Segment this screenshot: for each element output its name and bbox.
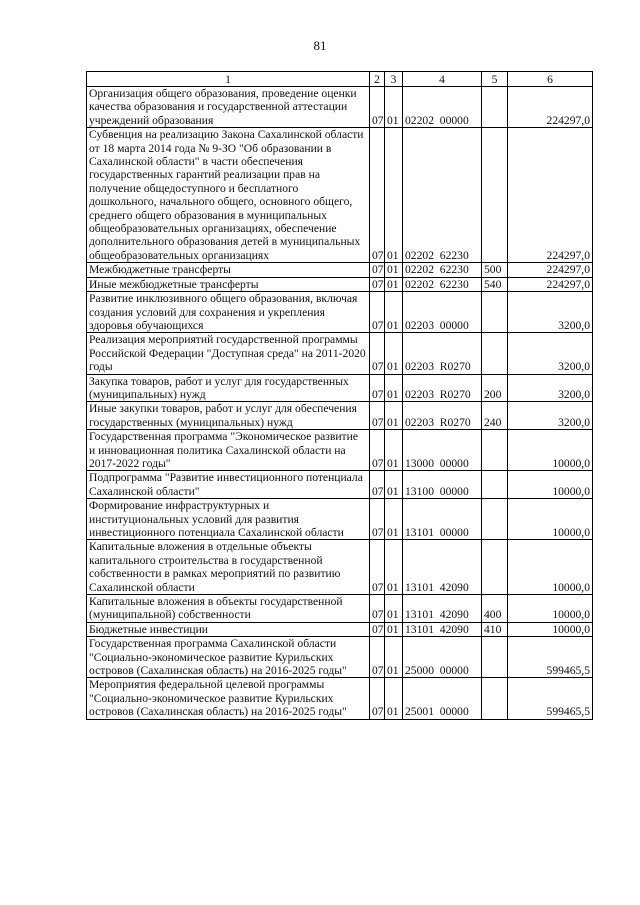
amount: 224297,0: [508, 128, 593, 263]
expense-type-code: 410: [482, 622, 508, 636]
target-article-code: 02203 R0270: [403, 333, 482, 374]
item-name: Субвенция на реализацию Закона Сахалинской области от 18 марта 2014 года № 9-ЗО "Об образовании в Сахалинской области" в части обеспечения государственных гарантий реализации прав на получение общедоступного и бесплатного дошкольного, начального общего, основного общего, среднего общего образования в муниципальных общеобразовательных организациях, обеспечение дополнительного образования детей в муниципальных общеобразовательных организациях: [87, 128, 370, 263]
subsection-code: 01: [385, 292, 403, 333]
column-header: 5: [482, 72, 508, 87]
table-row: [87, 128, 593, 263]
subsection-code: 01: [385, 402, 403, 430]
target-article-code: 02202 62230: [403, 263, 482, 277]
section-code: 07: [370, 595, 385, 623]
section-code: 07: [370, 471, 385, 499]
budget-table: [86, 71, 593, 720]
amount: 10000,0: [508, 471, 593, 499]
table-row: [87, 277, 593, 291]
subsection-code: 01: [385, 374, 403, 402]
table-row: [87, 499, 593, 540]
column-header: 2: [370, 72, 385, 87]
subsection-code: 01: [385, 499, 403, 540]
section-code: 07: [370, 374, 385, 402]
table-row: [87, 402, 593, 430]
header-row: [87, 72, 593, 87]
expense-type-code: [482, 499, 508, 540]
expense-type-code: 200: [482, 374, 508, 402]
table-row: [87, 430, 593, 471]
section-code: 07: [370, 128, 385, 263]
section-code: 07: [370, 277, 385, 291]
target-article-code: 13000 00000: [403, 430, 482, 471]
amount: 3200,0: [508, 374, 593, 402]
expense-type-code: [482, 540, 508, 595]
amount: 599465,5: [508, 637, 593, 678]
table-body: [87, 87, 593, 720]
table-row: [87, 595, 593, 623]
section-code: 07: [370, 292, 385, 333]
subsection-code: 01: [385, 540, 403, 595]
section-code: 07: [370, 540, 385, 595]
target-article-code: 02202 00000: [403, 87, 482, 128]
table-row: [87, 87, 593, 128]
subsection-code: 01: [385, 637, 403, 678]
table-row: [87, 374, 593, 402]
amount: 224297,0: [508, 263, 593, 277]
item-name: Мероприятия федеральной целевой программы "Социально-экономическое развитие Курильских островов (Сахалинская область) на 2016-2025 годы": [87, 678, 370, 719]
expense-type-code: 500: [482, 263, 508, 277]
target-article-code: 02203 R0270: [403, 402, 482, 430]
section-code: 07: [370, 87, 385, 128]
column-header: 6: [508, 72, 593, 87]
expense-type-code: [482, 333, 508, 374]
expense-type-code: [482, 678, 508, 719]
table-row: [87, 333, 593, 374]
section-code: 07: [370, 333, 385, 374]
item-name: Закупка товаров, работ и услуг для государственных (муниципальных) нужд: [87, 374, 370, 402]
expense-type-code: [482, 430, 508, 471]
subsection-code: 01: [385, 595, 403, 623]
amount: 10000,0: [508, 622, 593, 636]
item-name: Государственная программа "Экономическое развитие и инновационная политика Сахалинской области на 2017-2022 годы": [87, 430, 370, 471]
expense-type-code: 540: [482, 277, 508, 291]
amount: 10000,0: [508, 499, 593, 540]
expense-type-code: [482, 471, 508, 499]
target-article-code: 13101 42090: [403, 595, 482, 623]
subsection-code: 01: [385, 678, 403, 719]
target-article-code: 02202 62230: [403, 128, 482, 263]
target-article-code: 02203 R0270: [403, 374, 482, 402]
amount: 3200,0: [508, 333, 593, 374]
amount: 10000,0: [508, 430, 593, 471]
item-name: Бюджетные инвестиции: [87, 622, 370, 636]
page-number: 81: [313, 38, 327, 53]
amount: 3200,0: [508, 402, 593, 430]
item-name: Капитальные вложения в объекты государственной (муниципальной) собственности: [87, 595, 370, 623]
expense-type-code: [482, 292, 508, 333]
target-article-code: 13101 42090: [403, 540, 482, 595]
section-code: 07: [370, 402, 385, 430]
column-header: 1: [87, 72, 370, 87]
target-article-code: 13101 00000: [403, 499, 482, 540]
target-article-code: 02202 62230: [403, 277, 482, 291]
expense-type-code: [482, 87, 508, 128]
item-name: Реализация мероприятий государственной программы Российской Федерации "Доступная среда" на 2011-2020 годы: [87, 333, 370, 374]
section-code: 07: [370, 430, 385, 471]
item-name: Государственная программа Сахалинской области "Социально-экономическое развитие Курильских островов (Сахалинская область) на 2016-2025 годы": [87, 637, 370, 678]
item-name: Межбюджетные трансферты: [87, 263, 370, 277]
subsection-code: 01: [385, 333, 403, 374]
target-article-code: 02203 00000: [403, 292, 482, 333]
target-article-code: 25000 00000: [403, 637, 482, 678]
item-name: Капитальные вложения в отдельные объекты капитального строительства в государственной собственности в рамках мероприятий по развитию Сахалинской области: [87, 540, 370, 595]
expense-type-code: [482, 637, 508, 678]
target-article-code: 13101 42090: [403, 622, 482, 636]
subsection-code: 01: [385, 263, 403, 277]
section-code: 07: [370, 499, 385, 540]
amount: 224297,0: [508, 277, 593, 291]
subsection-code: 01: [385, 87, 403, 128]
expense-type-code: [482, 128, 508, 263]
expense-type-code: 240: [482, 402, 508, 430]
section-code: 07: [370, 678, 385, 719]
subsection-code: 01: [385, 430, 403, 471]
table-row: [87, 678, 593, 719]
subsection-code: 01: [385, 128, 403, 263]
item-name: Иные закупки товаров, работ и услуг для обеспечения государственных (муниципальных) нужд: [87, 402, 370, 430]
table-row: [87, 637, 593, 678]
table-row: [87, 540, 593, 595]
column-header: 4: [403, 72, 482, 87]
column-header: 3: [385, 72, 403, 87]
item-name: Формирование инфраструктурных и институциональных условий для развития инвестиционного потенциала Сахалинской области: [87, 499, 370, 540]
expense-type-code: 400: [482, 595, 508, 623]
amount: 10000,0: [508, 595, 593, 623]
target-article-code: 13100 00000: [403, 471, 482, 499]
amount: 10000,0: [508, 540, 593, 595]
section-code: 07: [370, 637, 385, 678]
table-row: [87, 471, 593, 499]
item-name: Развитие инклюзивного общего образования, включая создания условий для сохранения и укрепления здоровья обучающихся: [87, 292, 370, 333]
item-name: Подпрограмма "Развитие инвестиционного потенциала Сахалинской области": [87, 471, 370, 499]
table-row: [87, 263, 593, 277]
item-name: Организация общего образования, проведение оценки качества образования и государственной аттестации учреждений образования: [87, 87, 370, 128]
amount: 3200,0: [508, 292, 593, 333]
subsection-code: 01: [385, 277, 403, 291]
amount: 224297,0: [508, 87, 593, 128]
item-name: Иные межбюджетные трансферты: [87, 277, 370, 291]
table-row: [87, 622, 593, 636]
target-article-code: 25001 00000: [403, 678, 482, 719]
section-code: 07: [370, 263, 385, 277]
table-row: [87, 292, 593, 333]
section-code: 07: [370, 622, 385, 636]
subsection-code: 01: [385, 622, 403, 636]
amount: 599465,5: [508, 678, 593, 719]
subsection-code: 01: [385, 471, 403, 499]
